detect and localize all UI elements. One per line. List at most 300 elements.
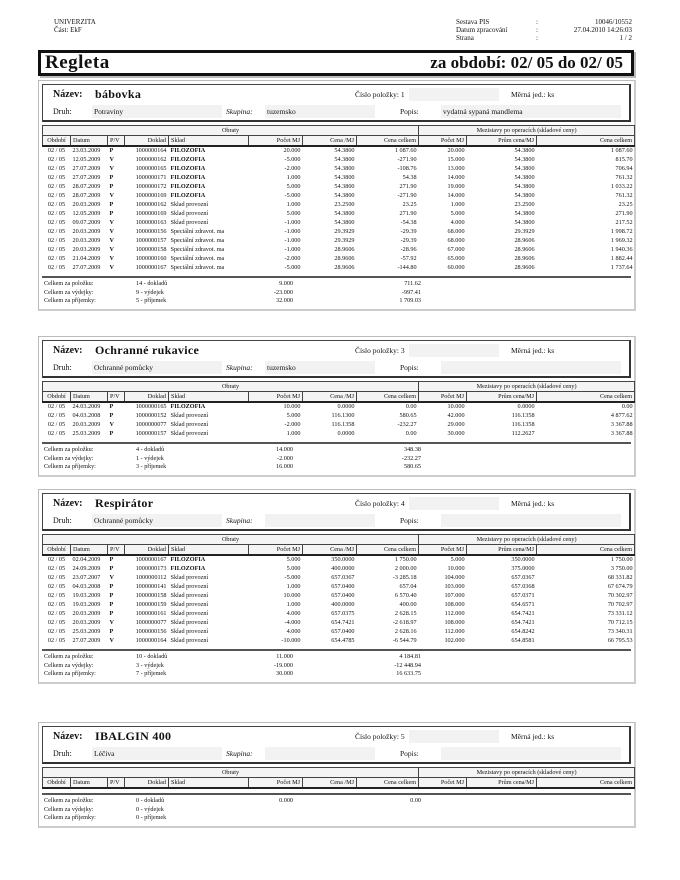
cell-period: 02 / 05 <box>47 429 66 437</box>
cell-pv: V <box>109 245 114 253</box>
col-header: Cena /MJ <box>303 778 357 788</box>
cell-doc: 1000000167 <box>135 556 167 563</box>
cell-date: 25.03.2009 <box>72 429 101 437</box>
cell-qty: -4.000 <box>284 618 301 626</box>
cell-avg-price: 54.3800 <box>514 218 535 226</box>
cell-bal-qty: 65.000 <box>447 254 465 262</box>
cell-date: 24.03.2009 <box>72 403 101 410</box>
cell-period: 02 / 05 <box>47 403 66 410</box>
cell-qty: 1.000 <box>286 173 301 181</box>
field-bg <box>409 344 499 357</box>
total-count: 10 - dokladů <box>136 653 168 661</box>
cell-total: 580.65 <box>399 411 417 419</box>
cell-avg-price: 116.1358 <box>511 411 535 419</box>
meta-sep: : <box>536 26 538 34</box>
total-amount: -232.27 <box>401 454 421 462</box>
cell-bal-total: 3 750.00 <box>610 564 633 572</box>
cell-store: Sklad provozní <box>170 218 209 226</box>
item-info-box <box>42 84 631 122</box>
cell-bal-total: 70 302.97 <box>607 591 633 599</box>
cell-avg-price: 0.0000 <box>517 403 535 410</box>
cell-doc: 1000000163 <box>135 218 167 226</box>
cell-date: 25.03.2009 <box>72 627 101 635</box>
col-header: P/V <box>108 392 125 402</box>
cell-pv: V <box>109 155 114 163</box>
total-label: Celkem za příjemky: <box>44 814 96 822</box>
cell-period: 02 / 05 <box>47 191 66 199</box>
cell-bal-qty: 103.000 <box>444 582 465 590</box>
cell-avg-price: 375.0000 <box>511 564 535 572</box>
cell-pv: V <box>109 636 114 644</box>
item-section <box>38 489 636 684</box>
table-row <box>43 254 635 263</box>
total-qty: 0.000 <box>279 797 293 805</box>
cell-unit-price: 54.3800 <box>334 182 355 190</box>
total-label: Celkem za položku: <box>44 280 94 288</box>
cell-bal-qty: 1.000 <box>450 200 465 208</box>
cell-qty: 4.000 <box>286 627 301 635</box>
table-row <box>43 182 635 191</box>
table-row <box>43 209 635 218</box>
cell-bal-qty: 104.000 <box>444 573 465 581</box>
cell-total: 271.90 <box>399 182 417 190</box>
cell-bal-qty: 5.000 <box>450 209 465 217</box>
total-count: 7 - příjemek <box>136 670 167 678</box>
col-header: Datum <box>71 136 108 146</box>
group-value <box>265 514 375 527</box>
cell-period: 02 / 05 <box>47 609 66 617</box>
cell-qty: -1.000 <box>284 218 301 226</box>
cell-date: 20.03.2009 <box>72 618 101 626</box>
cell-doc: 1000000156 <box>135 627 167 635</box>
cell-unit-price: 54.3800 <box>334 147 355 154</box>
cell-bal-qty: 20.000 <box>447 147 465 154</box>
cell-doc: 1000000162 <box>135 200 167 208</box>
cell-avg-price: 54.3800 <box>514 155 535 163</box>
cell-doc: 1000000173 <box>135 564 167 572</box>
item-number: 1 <box>400 90 405 99</box>
table-row <box>43 591 635 600</box>
cell-pv: P <box>109 429 114 437</box>
table-row <box>43 636 635 645</box>
cell-pv: P <box>109 627 114 635</box>
cell-store: Sklad provozní <box>170 609 209 617</box>
cell-bal-total: 1 940.36 <box>610 245 633 253</box>
description-label: Popis: <box>400 516 419 525</box>
cell-bal-qty: 107.000 <box>444 591 465 599</box>
cell-date: 27.07.2009 <box>72 636 101 644</box>
total-amount: -12 448.94 <box>394 661 421 669</box>
report-title: Regleta <box>45 52 110 73</box>
cell-doc: 1000000164 <box>135 147 167 154</box>
col-header: Datum <box>71 778 108 788</box>
cell-avg-price: 54.3800 <box>514 147 535 154</box>
cell-unit-price: 654.7421 <box>331 618 355 626</box>
cell-doc: 1000000167 <box>135 263 167 271</box>
cell-total: 0.00 <box>405 403 417 410</box>
cell-avg-price: 654.7421 <box>511 609 535 617</box>
cell-store: FILOZOFIA <box>170 164 206 172</box>
cell-bal-qty: 14.000 <box>447 191 465 199</box>
cell-total: 271.90 <box>399 209 417 217</box>
type-label: Druh: <box>53 107 72 116</box>
cell-store: FILOZOFIA <box>170 191 206 199</box>
cell-avg-price: 28.9606 <box>514 263 535 271</box>
cell-bal-total: 761.32 <box>615 173 633 181</box>
total-label: Celkem za položku: <box>44 797 94 805</box>
cell-date: 27.07.2009 <box>72 164 101 172</box>
col-header: Prům cena/MJ <box>467 136 537 146</box>
cell-bal-qty: 10.000 <box>447 403 465 410</box>
cell-store: FILOZOFIA <box>170 155 206 163</box>
cell-store: Sklad provozní <box>170 600 209 608</box>
cell-doc: 1000000162 <box>135 155 167 163</box>
cell-doc: 1000000077 <box>135 420 167 428</box>
cell-pv: V <box>109 618 114 626</box>
total-count: 3 - výdejek <box>136 661 164 669</box>
cell-date: 20.03.2009 <box>72 245 101 253</box>
cell-store: Sklad provozní <box>170 618 209 626</box>
cell-total: -28.96 <box>400 245 417 253</box>
cell-pv: V <box>109 573 114 581</box>
item-section <box>38 80 636 311</box>
table-row <box>43 609 635 618</box>
cell-pv: P <box>109 147 114 154</box>
cell-bal-total: 66 795.53 <box>607 636 633 644</box>
total-count: 4 - dokladů <box>136 446 165 454</box>
meta-row <box>456 18 632 26</box>
group-label: Skupina: <box>226 363 253 372</box>
cell-bal-qty: 60.000 <box>447 263 465 271</box>
cell-unit-price: 657.0400 <box>331 627 355 635</box>
cell-period: 02 / 05 <box>47 591 66 599</box>
cell-date: 21.04.2009 <box>72 254 101 262</box>
cell-qty: 5.000 <box>286 411 301 419</box>
cell-unit-price: 28.9606 <box>334 263 355 271</box>
cell-total: -54.38 <box>400 218 417 226</box>
cell-store: FILOZOFIA <box>170 173 206 181</box>
col-header: P/V <box>108 545 125 555</box>
meta-row <box>456 34 632 42</box>
total-out-row <box>42 805 631 814</box>
cell-bal-total: 3 367.88 <box>610 429 633 437</box>
type-value: Ochranné pomůcky <box>92 361 222 374</box>
cell-store: Sklad provozní <box>170 429 209 437</box>
cell-total: -144.80 <box>397 263 417 271</box>
cell-doc: 1000000157 <box>135 236 167 244</box>
cell-avg-price: 112.2627 <box>511 429 535 437</box>
cell-bal-total: 3 367.88 <box>610 420 633 428</box>
table-row <box>43 618 635 627</box>
cell-period: 02 / 05 <box>47 218 66 226</box>
total-count: 3 - příjemek <box>136 463 167 471</box>
cell-pv: P <box>109 403 114 410</box>
cell-unit-price: 657.0400 <box>331 582 355 590</box>
cell-date: 20.03.2009 <box>72 200 101 208</box>
cell-avg-price: 654.7421 <box>511 618 535 626</box>
unit-value: ks <box>547 499 555 508</box>
total-qty: -23.000 <box>273 288 293 296</box>
group-header-mezistavy: Mezistavy po operacích (skladové ceny) <box>419 768 635 778</box>
cell-bal-qty: 14.000 <box>447 173 465 181</box>
cell-bal-total: 217.52 <box>615 218 633 226</box>
total-qty: 11.000 <box>276 653 293 661</box>
cell-period: 02 / 05 <box>47 236 66 244</box>
cell-store: Speciální zdravot. ma <box>170 245 225 253</box>
cell-pv: P <box>109 582 114 590</box>
cell-pv: V <box>109 263 114 271</box>
table-row <box>43 555 635 564</box>
cell-period: 02 / 05 <box>47 556 66 563</box>
col-header: Datum <box>71 392 108 402</box>
item-name: Ochranné rukavice <box>95 343 200 357</box>
total-qty: 16.000 <box>275 463 293 471</box>
cell-total: 0.00 <box>405 429 417 437</box>
cell-doc: 1000000112 <box>135 573 167 581</box>
cell-qty: -5.000 <box>284 155 301 163</box>
cell-doc: 1000000159 <box>135 600 167 608</box>
description-value <box>441 361 621 374</box>
total-count: 1 - výdejek <box>136 454 164 462</box>
cell-unit-price: 116.1300 <box>331 411 355 419</box>
cell-doc: 1000000158 <box>135 245 167 253</box>
total-amount: 0.00 <box>410 797 421 805</box>
cell-bal-total: 1 969.32 <box>610 236 633 244</box>
cell-store: Sklad provozní <box>170 636 209 644</box>
cell-total: 54.38 <box>402 173 417 181</box>
col-header: Období <box>43 545 71 555</box>
cell-date: 23.03.2009 <box>72 147 101 154</box>
cell-date: 23.07.2007 <box>72 573 101 581</box>
col-header: Období <box>43 778 71 788</box>
cell-bal-total: 73 331.12 <box>607 609 633 617</box>
item-info-box <box>42 726 631 764</box>
description-label: Popis: <box>400 107 419 116</box>
cell-total: -2 618.97 <box>392 618 417 626</box>
cell-bal-total: 761.32 <box>615 191 633 199</box>
cell-period: 02 / 05 <box>47 227 66 235</box>
unit-label: Měrná jed.: <box>511 732 546 741</box>
cell-store: Sklad provozní <box>170 420 209 428</box>
cell-unit-price: 0.0000 <box>337 429 355 437</box>
cell-unit-price: 657.0375 <box>331 609 355 617</box>
cell-qty: 5.000 <box>286 556 301 563</box>
cell-date: 20.03.2009 <box>72 609 101 617</box>
cell-date: 24.09.2009 <box>72 564 101 572</box>
cell-date: 04.03.2008 <box>72 411 101 419</box>
item-number-label: Číslo položky: <box>355 346 399 355</box>
cell-pv: P <box>109 182 114 190</box>
col-header: Počet MJ <box>249 392 303 402</box>
cell-unit-price: 54.3800 <box>334 209 355 217</box>
totals-block <box>42 793 631 823</box>
total-qty: 32.000 <box>275 297 293 305</box>
cell-avg-price: 116.1358 <box>511 420 535 428</box>
cell-avg-price: 54.3800 <box>514 182 535 190</box>
description-value <box>441 747 621 760</box>
total-in-row <box>42 463 631 472</box>
cell-store: FILOZOFIA <box>170 182 206 190</box>
cell-unit-price: 116.1358 <box>331 420 355 428</box>
cell-pv: V <box>109 227 114 235</box>
cell-bal-qty: 102.000 <box>444 636 465 644</box>
field-bg <box>409 88 499 101</box>
total-in-row <box>42 670 631 679</box>
table-row <box>43 200 635 209</box>
group-header-obraty: Obraty <box>43 382 419 392</box>
cell-doc: 1000000160 <box>135 254 167 262</box>
cell-avg-price: 54.3800 <box>514 164 535 172</box>
table-row <box>43 173 635 182</box>
total-qty: 30.000 <box>275 670 293 678</box>
cell-avg-price: 54.3800 <box>514 209 535 217</box>
meta-value: 10046/10552 <box>595 18 632 26</box>
table-row <box>43 600 635 609</box>
cell-unit-price: 400.0000 <box>331 564 355 572</box>
movements-table <box>42 767 635 789</box>
cell-bal-total: 73 340.31 <box>607 627 633 635</box>
cell-avg-price: 28.9606 <box>514 254 535 262</box>
cell-period: 02 / 05 <box>47 147 66 154</box>
table-row <box>43 191 635 200</box>
group-header-obraty: Obraty <box>43 535 419 545</box>
cell-avg-price: 54.3800 <box>514 173 535 181</box>
cell-doc: 1000000169 <box>135 209 167 217</box>
cell-total: -108.76 <box>397 164 417 172</box>
movements-table <box>42 125 635 272</box>
cell-bal-total: 271.90 <box>615 209 633 217</box>
cell-period: 02 / 05 <box>47 636 66 644</box>
cell-period: 02 / 05 <box>47 564 66 572</box>
cell-total: 6 570.40 <box>394 591 417 599</box>
meta-value: 1 / 2 <box>619 34 632 42</box>
cell-avg-price: 350.0000 <box>511 556 535 563</box>
cell-avg-price: 654.6571 <box>511 600 535 608</box>
type-value: Ochranné pomůcky <box>92 514 222 527</box>
cell-bal-total: 70 712.15 <box>607 618 633 626</box>
cell-unit-price: 29.3929 <box>334 236 355 244</box>
cell-date: 19.03.2009 <box>72 591 101 599</box>
item-number-field <box>355 90 405 99</box>
cell-qty: -2.000 <box>284 254 301 262</box>
table-row <box>43 146 635 155</box>
cell-pv: V <box>109 164 114 172</box>
cell-date: 20.03.2009 <box>72 227 101 235</box>
col-header: P/V <box>108 778 125 788</box>
cell-total: 2 628.15 <box>394 609 417 617</box>
group-header-obraty: Obraty <box>43 768 419 778</box>
col-header: Cena celkem <box>357 778 419 788</box>
item-number: 5 <box>400 732 405 741</box>
col-header: Sklad <box>169 778 249 788</box>
cell-date: 04.03.2008 <box>72 582 101 590</box>
item-number-label: Číslo položky: <box>355 499 399 508</box>
cell-avg-price: 654.8242 <box>511 627 535 635</box>
cell-pv: P <box>109 209 114 217</box>
table-row <box>43 402 635 411</box>
item-number-label: Číslo položky: <box>355 732 399 741</box>
group-value <box>265 747 375 760</box>
unit-field <box>511 732 554 741</box>
cell-avg-price: 657.0371 <box>511 591 535 599</box>
cell-period: 02 / 05 <box>47 155 66 163</box>
cell-date: 19.03.2009 <box>72 600 101 608</box>
cell-avg-price: 654.8581 <box>511 636 535 644</box>
report-meta <box>456 18 632 42</box>
cell-pv: V <box>109 191 114 199</box>
cell-unit-price: 28.9606 <box>334 254 355 262</box>
cell-unit-price: 23.2500 <box>334 200 355 208</box>
cell-qty: 20.000 <box>283 147 301 154</box>
cell-qty: 4.000 <box>286 609 301 617</box>
item-number-field <box>355 732 405 741</box>
cell-pv: P <box>109 200 114 208</box>
col-header: Cena celkem <box>537 136 635 146</box>
totals-block <box>42 442 631 472</box>
col-header: Sklad <box>169 392 249 402</box>
total-amount: 348.38 <box>403 446 421 454</box>
col-header: Počet MJ <box>419 778 467 788</box>
cell-unit-price: 29.3929 <box>334 227 355 235</box>
type-label: Druh: <box>53 363 72 372</box>
total-qty: -2.000 <box>277 454 293 462</box>
cell-qty: -1.000 <box>284 236 301 244</box>
total-out-row <box>42 661 631 670</box>
cell-bal-total: 1 882.44 <box>610 254 633 262</box>
meta-sep: : <box>536 18 538 26</box>
cell-total: 1 087.60 <box>394 147 417 154</box>
cell-store: Sklad provozní <box>170 573 209 581</box>
cell-total: -29.39 <box>400 236 417 244</box>
org-unit: Část: EkF <box>54 26 82 34</box>
item-number: 3 <box>400 346 405 355</box>
col-header: Cena /MJ <box>303 136 357 146</box>
unit-value: ks <box>547 90 555 99</box>
cell-unit-price: 54.3800 <box>334 173 355 181</box>
cell-pv: P <box>109 609 114 617</box>
total-label: Celkem za příjemky: <box>44 463 96 471</box>
cell-bal-total: 1 087.60 <box>610 147 633 154</box>
cell-total: -57.92 <box>400 254 417 262</box>
cell-bal-qty: 112.000 <box>444 609 465 617</box>
col-header: Doklad <box>125 392 169 402</box>
item-number: 4 <box>400 499 405 508</box>
total-amount: 711.62 <box>404 280 421 288</box>
cell-bal-qty: 42.000 <box>447 411 465 419</box>
group-header-mezistavy: Mezistavy po operacích (skladové ceny) <box>419 126 635 136</box>
cell-pv: P <box>109 600 114 608</box>
total-amount: 4 184.81 <box>399 653 421 661</box>
cell-doc: 1000000161 <box>135 609 167 617</box>
cell-qty: -1.000 <box>284 227 301 235</box>
cell-period: 02 / 05 <box>47 627 66 635</box>
cell-qty: -1.000 <box>284 245 301 253</box>
cell-store: FILOZOFIA <box>170 564 206 572</box>
cell-qty: 1.000 <box>286 200 301 208</box>
cell-bal-total: 1 737.64 <box>610 263 633 271</box>
cell-qty: 10.000 <box>283 591 301 599</box>
col-header: Doklad <box>125 545 169 555</box>
cell-period: 02 / 05 <box>47 245 66 253</box>
cell-unit-price: 657.0400 <box>331 591 355 599</box>
cell-period: 02 / 05 <box>47 173 66 181</box>
table-row <box>43 573 635 582</box>
total-qty: 14.000 <box>275 446 293 454</box>
total-label: Celkem za výdejky: <box>44 805 94 813</box>
cell-period: 02 / 05 <box>47 209 66 217</box>
total-label: Celkem za příjemky: <box>44 670 96 678</box>
cell-bal-qty: 108.000 <box>444 618 465 626</box>
